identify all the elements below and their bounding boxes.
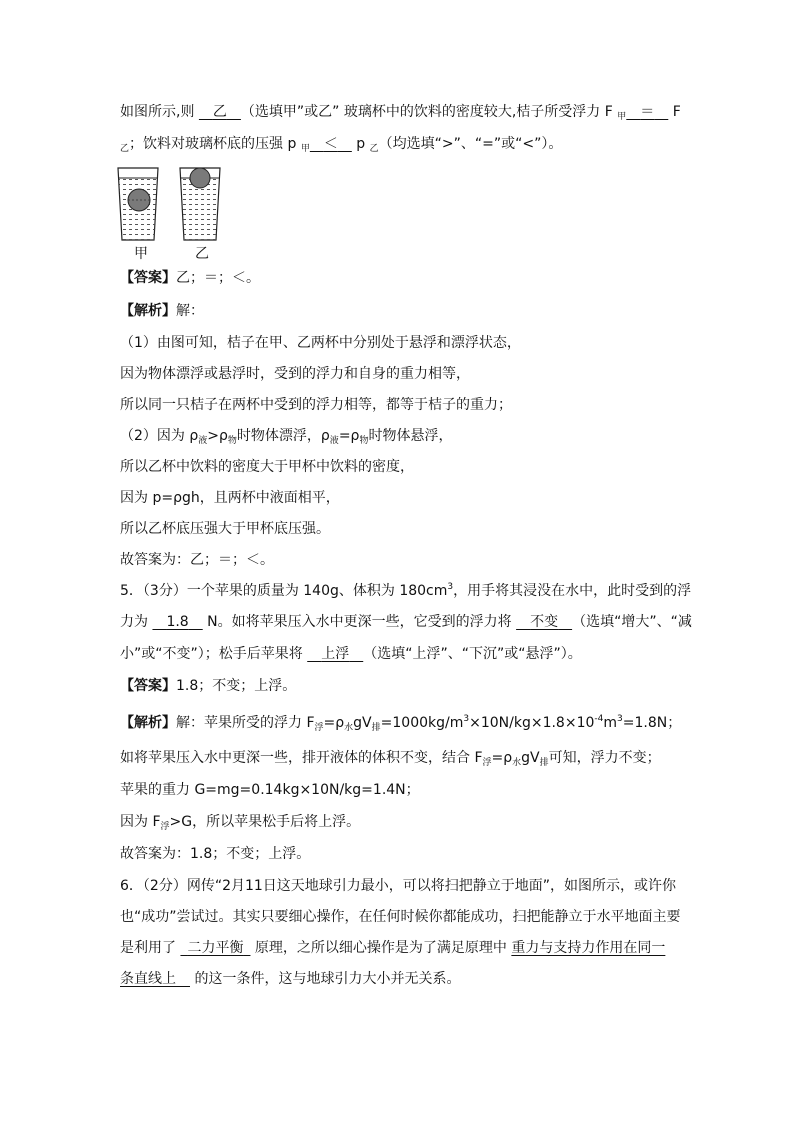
answer-blank: 条直线上 bbox=[120, 971, 176, 987]
answer-blank: 乙 bbox=[212, 104, 227, 120]
figure-label-yi: 乙 bbox=[195, 246, 209, 262]
q5-line-1: 5．（3分）一个苹果的质量为 140g、体积为 $180cm^3$，用手将其浸没在水中，此时受到的浮 bbox=[120, 582, 692, 599]
q5-analysis-l3: 苹果的重力 G=mg=0.14kg×10N/kg=1.4N； bbox=[120, 782, 420, 798]
orange-suspended bbox=[128, 189, 150, 211]
q6-line-2: 也“成功”尝试过。其实只要细心操作，在任何时候你都能成功，扫把能静立于水平地面主要 bbox=[120, 909, 681, 925]
answer-blank: ＜ bbox=[323, 136, 338, 152]
q4-analysis-p8: 故答案为：乙；＝；＜。 bbox=[120, 552, 274, 568]
q6-line-1: 6．（2分）网传“2月11日这天地球引力最小，可以将扫把静立于地面”，如图所示，或许你 bbox=[120, 878, 677, 894]
answer-blank: 1.8 bbox=[166, 614, 189, 630]
q6-line-4: 条直线上 的这一条件，这与地球引力大小并无关系。 bbox=[120, 971, 461, 987]
answer-blank: 上浮 bbox=[321, 646, 350, 662]
q4-analysis-p7: 所以乙杯底压强大于甲杯底压强。 bbox=[120, 521, 330, 537]
q4-analysis-p6: 因为 p=ρgh，且两杯中液面相平， bbox=[120, 490, 340, 506]
q4-answer: 【答案】乙；＝；＜。 bbox=[120, 270, 260, 286]
answer-blank: 不变 bbox=[530, 614, 559, 630]
q6-line-3: 是利用了 二力平衡 原理，之所以细心操作是为了满足原理中 重力与支持力作用在同一 bbox=[120, 940, 666, 956]
figure-label-jia: 甲 bbox=[134, 246, 148, 262]
q5-line-3: 小”或“不变”）；松手后苹果将 上浮 （选填“上浮”、“下沉”或“悬浮”）。 bbox=[120, 646, 582, 662]
glass-yi bbox=[180, 168, 220, 240]
q4-analysis-p3: 所以同一只桔子在两杯中受到的浮力相等，都等于桔子的重力； bbox=[120, 397, 512, 413]
q4-analysis-p1: （1）由图可知，桔子在甲、乙两杯中分别处于悬浮和漂浮状态， bbox=[120, 335, 521, 351]
q4-analysis-p5: 所以乙杯中饮料的密度大于甲杯中饮料的密度， bbox=[120, 459, 414, 475]
q5-answer: 【答案】1.8；不变；上浮。 bbox=[120, 678, 297, 694]
q4-analysis-head: 【解析】解： bbox=[120, 303, 204, 319]
answer-blank: ＝ bbox=[640, 104, 655, 120]
answer-blank: 重力与支持力作用在同一 bbox=[511, 940, 666, 956]
q5-analysis-l4: 因为 $F_浮>G$，所以苹果松手后将上浮。 bbox=[120, 814, 361, 832]
q4-line-1: 如图所示,则 乙 （选填甲”或乙” 玻璃杯中的饮料的密度较大,桔子所受浮力 F $_甲$ ＝ F bbox=[120, 104, 681, 122]
q5-line-2: 力为 1.8 N。如将苹果压入水中更深一些，它受到的浮力将 不变 （选填“增大”、“减 bbox=[120, 614, 692, 630]
answer-blank: 二力平衡 bbox=[187, 940, 244, 956]
q4-analysis-p4: （2）因为 $\rho_液>\rho_物$时物体漂浮，$\rho_液=\rho_物$时物体悬浮， bbox=[120, 428, 453, 446]
q5-analysis-l2: 如将苹果压入水中更深一些，排开液体的体积不变，结合 $F_浮=\rho_水gV_排$可知，浮力不变； bbox=[120, 750, 661, 768]
orange-floating bbox=[190, 168, 210, 188]
q4-analysis-p2: 因为物体漂浮或悬浮时，受到的浮力和自身的重力相等， bbox=[120, 366, 470, 382]
q5-analysis-l5: 故答案为：1.8；不变；上浮。 bbox=[120, 846, 311, 862]
q4-line-2: $_乙$；饮料对玻璃杯底的压强 p $_甲$ ＜ p $_乙$（均选填“>”、“=”或“<”）。 bbox=[120, 136, 563, 154]
q5-analysis-l1: 【解析】解：苹果所受的浮力 $F_浮=\rho_水gV_排=1000kg/m^3\times 10N/kg\times 1.8\times 10^{-4}m^3=1.8N$； bbox=[120, 714, 682, 733]
glasses-figure bbox=[110, 162, 240, 262]
glass-jia bbox=[118, 168, 158, 240]
